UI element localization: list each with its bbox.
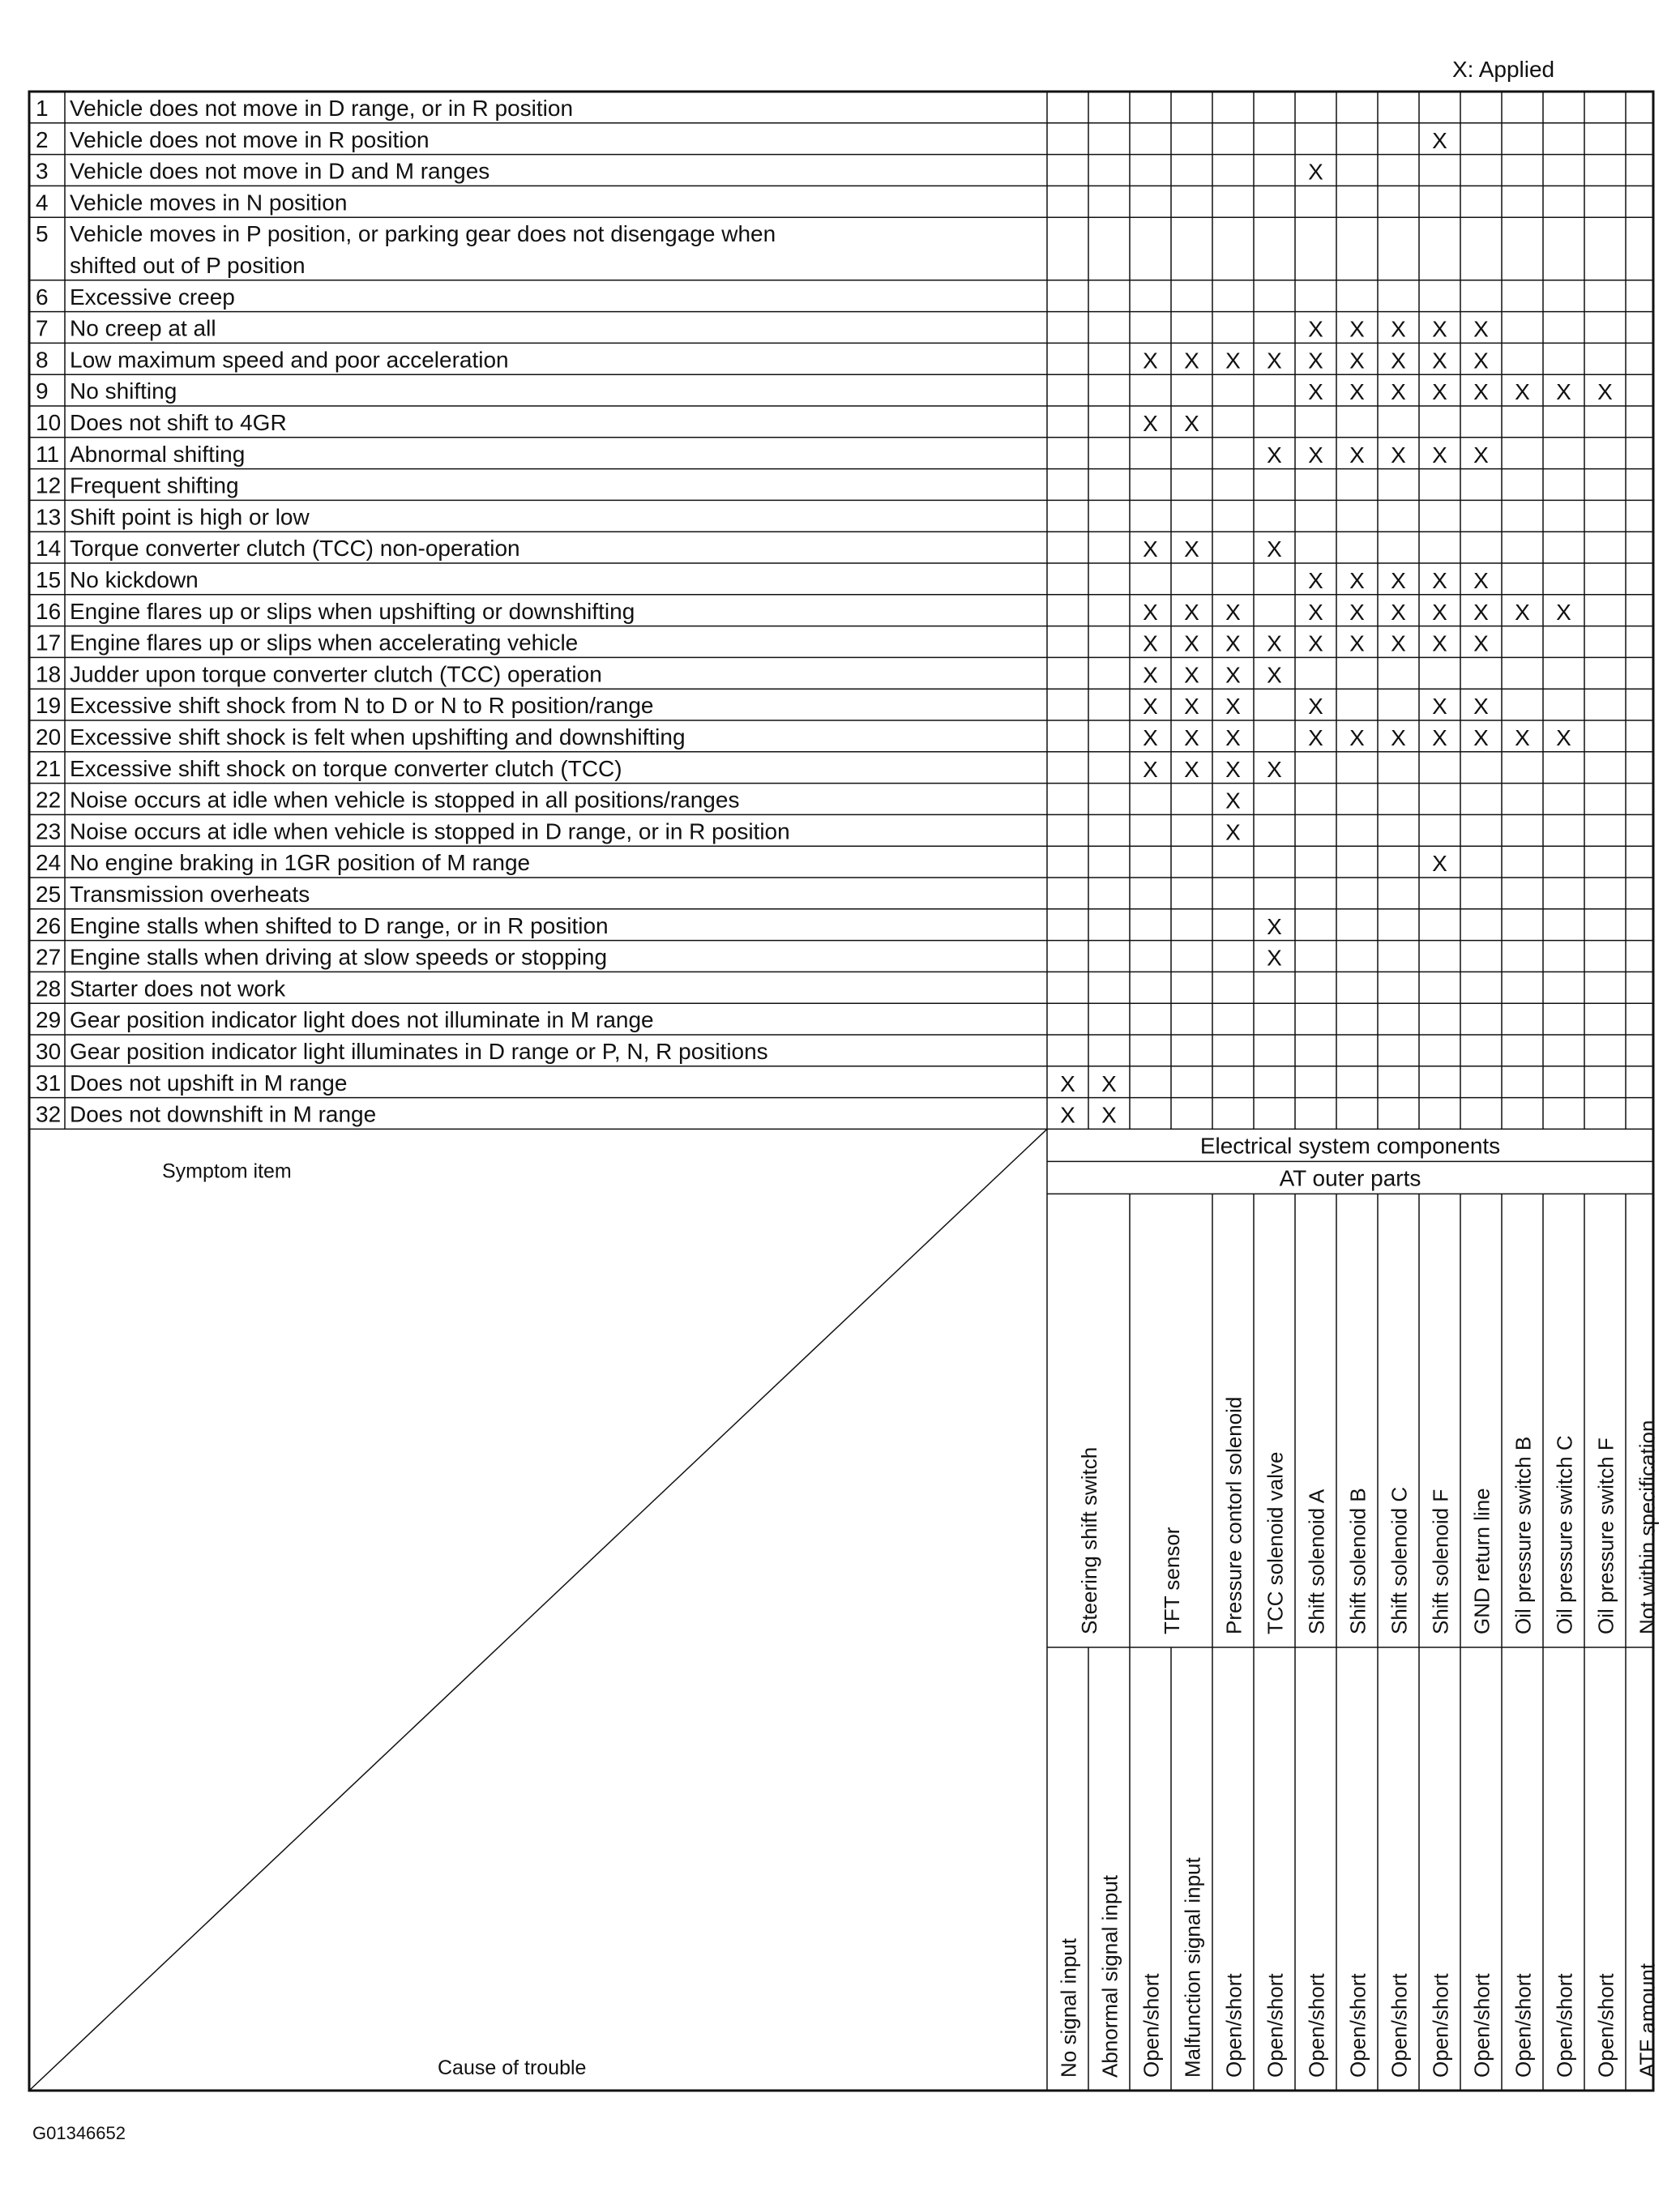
symptom-label: Engine stalls when driving at slow speeds or stopping [70,944,608,970]
component-part-label: GND return line [1469,1488,1494,1634]
applied-mark: X [1184,662,1199,688]
applied-mark: X [1473,599,1489,625]
applied-mark: X [1184,725,1199,750]
applied-mark: X [1308,442,1323,468]
applied-mark: X [1556,725,1571,750]
symptom-label: Vehicle moves in P position, or parking gear does not disengage when [70,221,776,247]
applied-mark: X [1349,568,1365,593]
applied-mark: X [1267,348,1282,374]
cause-label: Malfunction signal input [1180,1857,1205,2078]
applied-mark: X [1473,379,1489,405]
symptom-number: 29 [36,1007,62,1033]
applied-mark: X [1060,1102,1075,1128]
cause-label: Open/short [1263,1973,1288,2078]
symptom-label: Excessive shift shock is felt when upshifting and downshifting [70,724,686,750]
applied-mark: X [1349,725,1365,750]
applied-mark: X [1391,599,1406,625]
symptom-label: Vehicle does not move in D and M ranges [70,158,490,184]
symptom-number: 24 [36,850,62,876]
symptom-label: Engine stalls when shifted to D range, or in R position [70,912,609,938]
applied-mark: X [1267,662,1282,688]
applied-mark: X [1143,725,1158,750]
component-part-label: Oil pressure switch C [1552,1435,1577,1634]
symptom-number: 25 [36,882,62,907]
applied-mark: X [1391,316,1406,342]
cause-label: Open/short [1593,1973,1618,2078]
symptom-label: Transmission overheats [70,882,310,907]
applied-mark: X [1184,630,1199,656]
applied-mark: X [1143,348,1158,374]
symptom-label: Torque converter clutch (TCC) non-operation [70,536,520,562]
symptom-label: Excessive creep [70,284,235,310]
applied-mark: X [1349,316,1365,342]
applied-mark: X [1391,630,1406,656]
symptom-number: 22 [36,787,62,813]
cause-label: Open/short [1428,1973,1453,2078]
applied-mark: X [1556,599,1571,625]
symptom-number: 2 [36,126,49,152]
symptom-number: 11 [36,441,60,467]
symptom-number: 1 [36,96,49,121]
cause-label: No signal input [1056,1938,1081,2078]
applied-mark: X [1225,756,1241,782]
applied-mark: X [1597,379,1613,405]
cause-label: ATF amount [1635,1963,1660,2078]
figure-code: G01346652 [32,2123,126,2143]
applied-mark: X [1391,442,1406,468]
symptom-label: Shift point is high or low [70,504,310,530]
symptom-number: 13 [36,504,62,530]
symptom-label: No engine braking in 1GR position of M range [70,850,531,876]
applied-mark: X [1267,536,1282,562]
applied-mark: X [1308,316,1323,342]
cause-label: Open/short [1139,1973,1164,2078]
component-part-label: TFT sensor [1160,1527,1184,1634]
symptom-number: 31 [36,1070,62,1096]
applied-mark: X [1473,725,1489,750]
applied-mark: X [1225,630,1241,656]
symptom-label: Excessive shift shock on torque converter clutch (TCC) [70,755,622,781]
applied-mark: X [1184,756,1199,782]
cause-label: Open/short [1387,1973,1412,2078]
symptom-label: Vehicle does not move in R position [70,126,430,152]
applied-mark: X [1308,725,1323,750]
component-part-label: Pressure contorl solenoid [1221,1396,1246,1634]
applied-mark: X [1515,599,1530,625]
symptom-label: shifted out of P position [70,253,306,278]
symptom-number: 4 [36,190,49,216]
component-part-label: Shift solenoid A [1304,1489,1329,1634]
symptom-label: Vehicle does not move in D range, or in R position [70,96,574,121]
symptom-number: 5 [36,221,49,247]
symptom-label: Does not downshift in M range [70,1101,377,1127]
applied-mark: X [1267,756,1282,782]
applied-mark: X [1308,379,1323,405]
applied-mark: X [1432,348,1447,374]
symptom-label: Judder upon torque converter clutch (TCC) operation [70,661,602,687]
applied-mark: X [1060,1070,1075,1096]
applied-mark: X [1225,819,1241,845]
applied-mark: X [1349,348,1365,374]
applied-mark: X [1143,599,1158,625]
applied-mark: X [1473,630,1489,656]
symptom-label: Engine flares up or slips when accelerating vehicle [70,630,579,656]
symptom-number: 18 [36,661,62,687]
symptom-number: 12 [36,472,62,498]
applied-mark: X [1473,316,1489,342]
cause-label: Open/short [1221,1973,1246,2078]
applied-mark: X [1556,379,1571,405]
applied-mark: X [1432,568,1447,593]
cause-label: Open/short [1345,1973,1370,2078]
symptom-label: Noise occurs at idle when vehicle is stopped in D range, or in R position [70,818,790,844]
symptom-number: 27 [36,944,62,970]
applied-mark: X [1391,725,1406,750]
applied-mark: X [1308,159,1323,185]
applied-mark: X [1267,945,1282,971]
symptom-number: 3 [36,158,49,184]
cause-label: Abnormal signal input [1097,1874,1122,2078]
grid-line [29,1129,1047,2091]
applied-mark: X [1225,599,1241,625]
applied-mark: X [1143,630,1158,656]
symptom-number: 7 [36,315,49,341]
symptom-label: No shifting [70,378,177,404]
symptom-number: 23 [36,818,62,844]
symptom-number: 6 [36,284,49,310]
symptom-number: 8 [36,347,49,373]
symptom-label: No kickdown [70,567,199,592]
cause-label: Open/short [1304,1973,1329,2078]
applied-mark: X [1349,599,1365,625]
applied-mark: X [1432,725,1447,750]
symptom-number: 28 [36,976,62,1002]
applied-mark: X [1349,630,1365,656]
symptom-number: 26 [36,912,62,938]
applied-mark: X [1184,599,1199,625]
applied-mark: X [1143,411,1158,436]
applied-mark: X [1101,1102,1117,1128]
symptom-label: Starter does not work [70,976,286,1002]
applied-mark: X [1391,568,1406,593]
symptom-label: Frequent shifting [70,472,239,498]
symptom-label: Does not upshift in M range [70,1070,348,1096]
applied-mark: X [1101,1070,1117,1096]
applied-mark: X [1184,411,1199,436]
applied-mark: X [1432,379,1447,405]
applied-mark: X [1184,694,1199,720]
applied-mark: X [1473,348,1489,374]
applied-mark: X [1143,662,1158,688]
component-part-label: Not within specification [1635,1420,1660,1634]
applied-mark: X [1308,348,1323,374]
applied-mark: X [1225,348,1241,374]
applied-mark: X [1432,851,1447,877]
applied-mark: X [1473,568,1489,593]
applied-mark: X [1349,442,1365,468]
symptom-item-header: Symptom item [162,1160,292,1183]
applied-mark: X [1308,568,1323,593]
symptom-label: Excessive shift shock from N to D or N to R position/range [70,693,654,719]
symptom-number: 17 [36,630,62,656]
applied-mark: X [1432,694,1447,720]
symptom-number: 16 [36,598,62,624]
matrix-labels [36,96,1660,2079]
cause-label: Open/short [1511,1973,1536,2078]
applied-mark: X [1308,694,1323,720]
cause-label: Open/short [1469,1973,1494,2078]
applied-mark: X [1225,662,1241,688]
component-part-label: TCC solenoid valve [1263,1451,1288,1634]
component-part-label: Shift solenoid B [1345,1488,1370,1634]
applied-mark: X [1267,913,1282,939]
symptom-number: 10 [36,410,62,435]
symptom-label: Gear position indicator light does not illuminate in M range [70,1007,654,1033]
symptom-number: 30 [36,1039,62,1064]
applied-mark: X [1473,694,1489,720]
symptom-number: 14 [36,536,62,562]
symptom-number: 21 [36,755,62,781]
applied-mark: X [1432,630,1447,656]
symptom-number: 19 [36,693,62,719]
applied-mark: X [1391,348,1406,374]
applied-mark: X [1143,756,1158,782]
cause-label: Open/short [1552,1973,1577,2078]
component-part-label: Shift solenoid F [1428,1489,1453,1634]
applied-mark: X [1184,536,1199,562]
applied-mark: X [1515,379,1530,405]
symptom-label: Noise occurs at idle when vehicle is stopped in all positions/ranges [70,787,740,813]
symptom-number: 20 [36,724,62,750]
component-part-label: Oil pressure switch B [1511,1436,1536,1634]
applied-mark: X [1432,599,1447,625]
applied-mark: X [1349,379,1365,405]
applied-mark: X [1432,442,1447,468]
component-part-label: Steering shift switch [1077,1446,1101,1634]
symptom-number: 9 [36,378,49,404]
applied-mark: X [1225,725,1241,750]
symptom-label: Engine flares up or slips when upshifting or downshifting [70,598,635,624]
applied-mark: X [1432,127,1447,153]
matrix-cells [1060,96,1680,1128]
legend-applied: X: Applied [1452,57,1555,82]
symptom-label: Does not shift to 4GR [70,410,287,435]
component-part-label: Oil pressure switch F [1593,1437,1618,1634]
applied-mark: X [1432,316,1447,342]
applied-mark: X [1308,630,1323,656]
applied-mark: X [1225,788,1241,814]
applied-mark: X [1267,442,1282,468]
symptom-label: No creep at all [70,315,216,341]
applied-mark: X [1267,630,1282,656]
component-part-label: Shift solenoid C [1387,1486,1412,1634]
symptom-number: 15 [36,567,62,592]
applied-mark: X [1184,348,1199,374]
applied-mark: X [1308,599,1323,625]
applied-mark: X [1391,379,1406,405]
group-header: AT outer parts [1279,1165,1421,1191]
group-header: Electrical system components [1199,1133,1501,1159]
applied-mark: X [1515,725,1530,750]
cause-of-trouble-header: Cause of trouble [438,2057,587,2079]
applied-mark: X [1143,694,1158,720]
symptom-label: Low maximum speed and poor acceleration [70,347,509,373]
symptom-label: Gear position indicator light illuminates in D range or P, N, R positions [70,1039,768,1064]
applied-mark: X [1225,694,1241,720]
symptom-label: Abnormal shifting [70,441,246,467]
applied-mark: X [1473,442,1489,468]
applied-mark: X [1143,536,1158,562]
symptom-label: Vehicle moves in N position [70,190,348,216]
symptom-number: 32 [36,1101,62,1127]
